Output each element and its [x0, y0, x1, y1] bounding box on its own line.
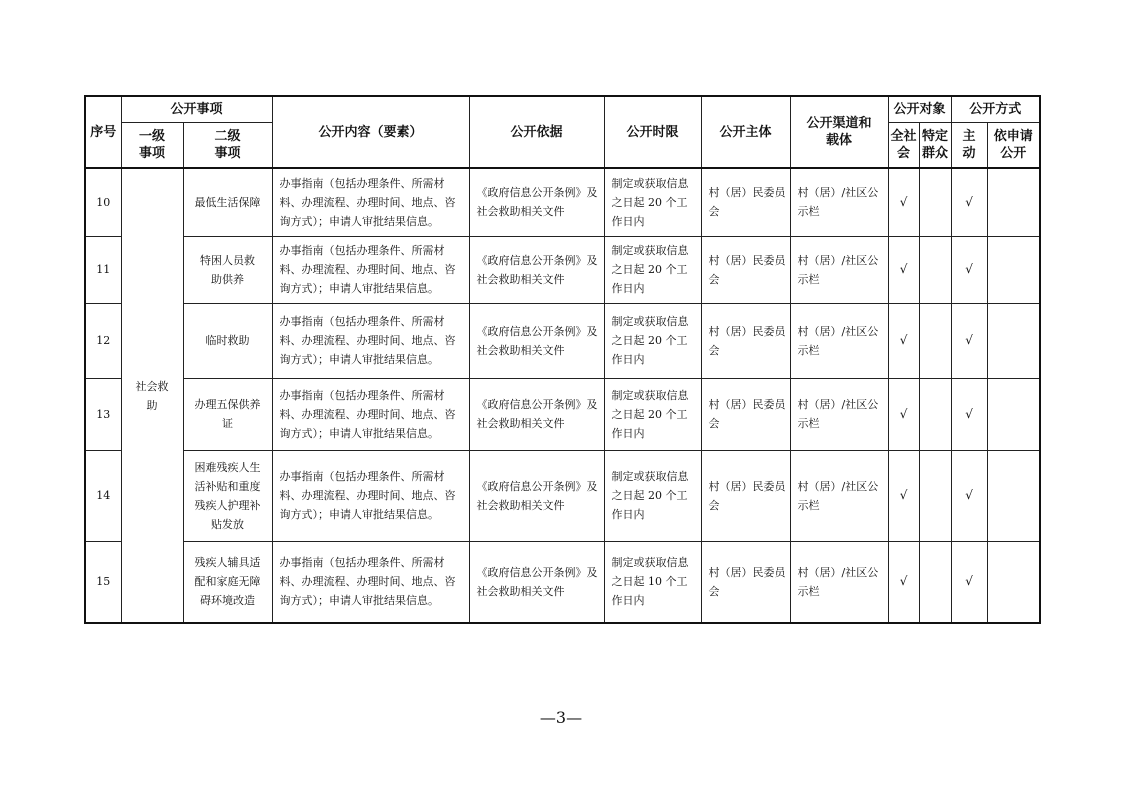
row-seq: 12	[85, 303, 121, 378]
row-all-society-check: √	[888, 236, 919, 303]
row-content: 办事指南（包括办理条件、所需材料、办理流程、办理时间、地点、咨询方式）；申请人审批结果信息。	[272, 303, 469, 378]
row-active-check: √	[951, 378, 987, 450]
row-subject: 村（居）民委员会	[701, 236, 790, 303]
row-specific-group-check	[919, 541, 951, 623]
row-all-society-check: √	[888, 168, 919, 236]
row-specific-group-check	[919, 168, 951, 236]
row-content: 办事指南（包括办理条件、所需材料、办理流程、办理时间、地点、咨询方式）；申请人审批结果信息。	[272, 378, 469, 450]
row-specific-group-check	[919, 236, 951, 303]
header-channel: 公开渠道和载体	[790, 96, 888, 168]
row-level2: 特困人员救助供养	[183, 236, 272, 303]
row-level2: 办理五保供养证	[183, 378, 272, 450]
header-content: 公开内容（要素）	[272, 96, 469, 168]
row-basis: 《政府信息公开条例》及社会救助相关文件	[469, 378, 604, 450]
row-level2: 最低生活保障	[183, 168, 272, 236]
row-channel: 村（居）/社区公示栏	[790, 450, 888, 541]
row-subject: 村（居）民委员会	[701, 303, 790, 378]
row-specific-group-check	[919, 450, 951, 541]
row-channel: 村（居）/社区公示栏	[790, 236, 888, 303]
row-time-limit: 制定或获取信息之日起 20 个工作日内	[604, 450, 701, 541]
row-channel: 村（居）/社区公示栏	[790, 541, 888, 623]
row-on-request-check	[987, 378, 1040, 450]
row-time-limit: 制定或获取信息之日起 20 个工作日内	[604, 303, 701, 378]
row-all-society-check: √	[888, 378, 919, 450]
row-channel: 村（居）/社区公示栏	[790, 168, 888, 236]
row-active-check: √	[951, 236, 987, 303]
row-time-limit: 制定或获取信息之日起 20 个工作日内	[604, 378, 701, 450]
header-level2: 二级事项	[183, 122, 272, 168]
page-number: —3—	[539, 708, 583, 727]
row-active-check: √	[951, 303, 987, 378]
header-basis: 公开依据	[469, 96, 604, 168]
table-row	[85, 378, 1040, 450]
row-time-limit: 制定或获取信息之日起 20 个工作日内	[604, 168, 701, 236]
row-all-society-check: √	[888, 450, 919, 541]
header-seq: 序号	[85, 96, 121, 168]
header-time-limit: 公开时限	[604, 96, 701, 168]
row-content: 办事指南（包括办理条件、所需材料、办理流程、办理时间、地点、咨询方式）；申请人审批结果信息。	[272, 168, 469, 236]
row-subject: 村（居）民委员会	[701, 168, 790, 236]
header-active: 主动	[951, 122, 987, 168]
table-row	[85, 236, 1040, 303]
table-row	[85, 450, 1040, 541]
header-specific-group: 特定群众	[919, 122, 951, 168]
level1-category: 社会救助	[121, 168, 183, 623]
row-all-society-check: √	[888, 541, 919, 623]
table-row	[85, 541, 1040, 623]
table-row	[85, 303, 1040, 378]
row-seq: 15	[85, 541, 121, 623]
row-active-check: √	[951, 168, 987, 236]
row-basis: 《政府信息公开条例》及社会救助相关文件	[469, 168, 604, 236]
header-method-group: 公开方式	[951, 96, 1040, 122]
row-seq: 14	[85, 450, 121, 541]
row-basis: 《政府信息公开条例》及社会救助相关文件	[469, 541, 604, 623]
row-on-request-check	[987, 303, 1040, 378]
row-level2: 临时救助	[183, 303, 272, 378]
row-all-society-check: √	[888, 303, 919, 378]
row-subject: 村（居）民委员会	[701, 541, 790, 623]
row-subject: 村（居）民委员会	[701, 450, 790, 541]
row-content: 办事指南（包括办理条件、所需材料、办理流程、办理时间、地点、咨询方式）；申请人审批结果信息。	[272, 236, 469, 303]
row-basis: 《政府信息公开条例》及社会救助相关文件	[469, 450, 604, 541]
row-content: 办事指南（包括办理条件、所需材料、办理流程、办理时间、地点、咨询方式）；申请人审批结果信息。	[272, 450, 469, 541]
row-seq: 13	[85, 378, 121, 450]
row-active-check: √	[951, 541, 987, 623]
header-on-request: 依申请公开	[987, 122, 1040, 168]
header-item-group: 公开事项	[121, 96, 272, 122]
row-on-request-check	[987, 168, 1040, 236]
table-row	[85, 168, 1040, 236]
row-seq: 11	[85, 236, 121, 303]
row-level2: 困难残疾人生活补贴和重度残疾人护理补贴发放	[183, 450, 272, 541]
row-level2: 残疾人辅具适配和家庭无障碍环境改造	[183, 541, 272, 623]
row-content: 办事指南（包括办理条件、所需材料、办理流程、办理时间、地点、咨询方式）；申请人审批结果信息。	[272, 541, 469, 623]
row-on-request-check	[987, 236, 1040, 303]
disclosure-table	[84, 95, 1041, 624]
row-on-request-check	[987, 450, 1040, 541]
row-time-limit: 制定或获取信息之日起 10 个工作日内	[604, 541, 701, 623]
header-level1: 一级事项	[121, 122, 183, 168]
row-time-limit: 制定或获取信息之日起 20 个工作日内	[604, 236, 701, 303]
row-subject: 村（居）民委员会	[701, 378, 790, 450]
row-specific-group-check	[919, 303, 951, 378]
row-active-check: √	[951, 450, 987, 541]
header-object-group: 公开对象	[888, 96, 951, 122]
header-all-society: 全社会	[888, 122, 919, 168]
header-subject: 公开主体	[701, 96, 790, 168]
row-specific-group-check	[919, 378, 951, 450]
row-basis: 《政府信息公开条例》及社会救助相关文件	[469, 303, 604, 378]
row-channel: 村（居）/社区公示栏	[790, 378, 888, 450]
row-seq: 10	[85, 168, 121, 236]
row-basis: 《政府信息公开条例》及社会救助相关文件	[469, 236, 604, 303]
row-on-request-check	[987, 541, 1040, 623]
row-channel: 村（居）/社区公示栏	[790, 303, 888, 378]
